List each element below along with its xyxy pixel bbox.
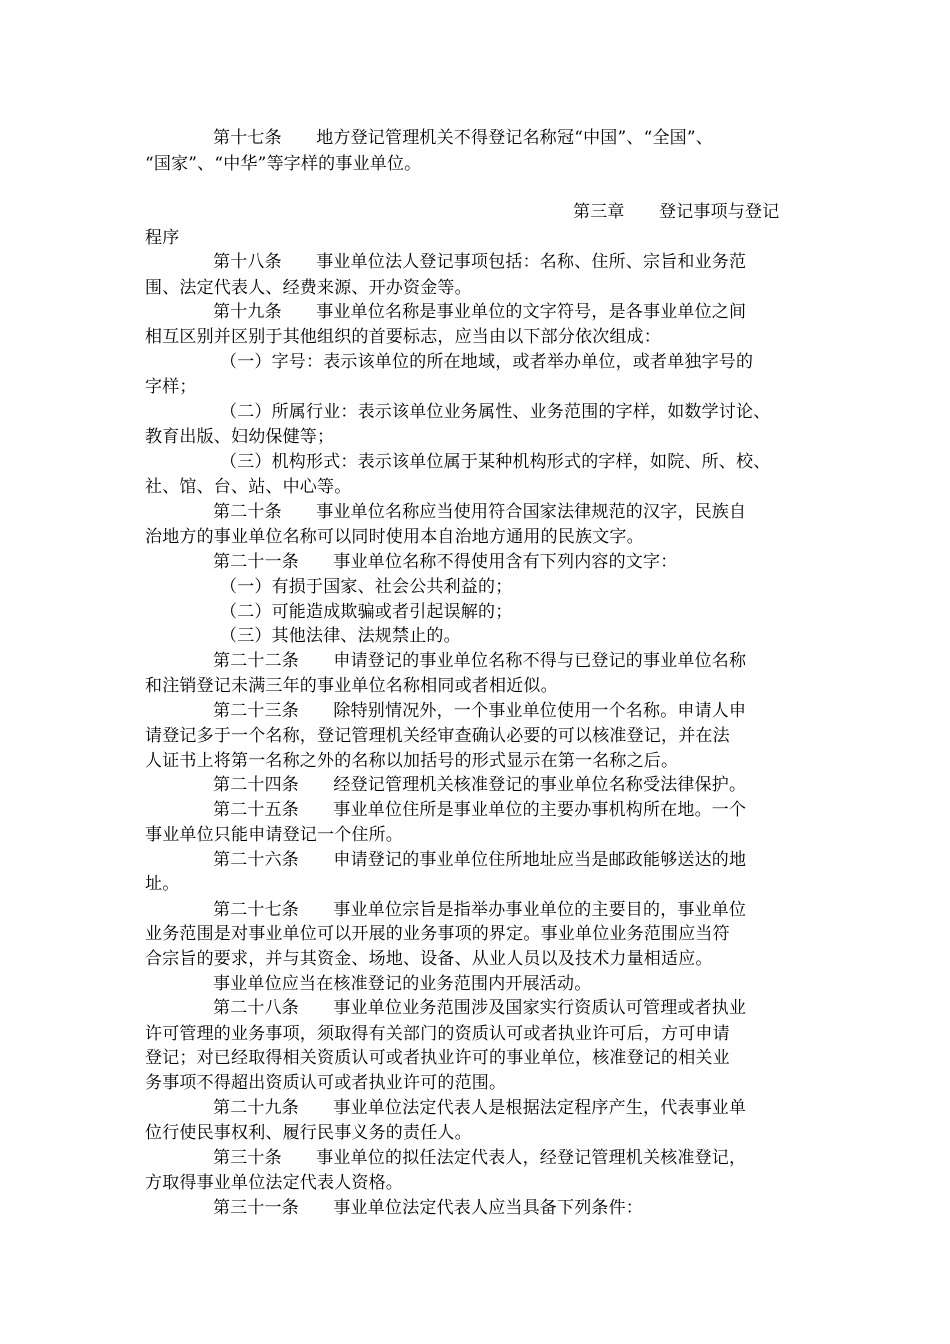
text-line: 社、馆、台、站、中心等。 (145, 477, 352, 497)
text-line: 第十八条 事业单位法人登记事项包括：名称、住所、宗旨和业务范 (213, 252, 747, 272)
text-line: 位行使民事权利、履行民事义务的责任人。 (145, 1123, 472, 1143)
text-line: 第三十一条 事业单位法定代表人应当具备下列条件： (213, 1198, 643, 1218)
text-line: 人证书上将第一名称之外的名称以加括号的形式显示在第一名称之后。 (145, 751, 679, 771)
text-line: （二）可能造成欺骗或者引起误解的； (220, 602, 513, 622)
text-line: 第二十二条 申请登记的事业单位名称不得与已登记的事业单位名称 (213, 651, 747, 671)
text-line: 第二十五条 事业单位住所是事业单位的主要办事机构所在地。一个 (213, 800, 747, 820)
text-line: 事业单位应当在核准登记的业务范围内开展活动。 (213, 974, 592, 994)
text-line: 第三十条 事业单位的拟任法定代表人，经登记管理机关核准登记， (213, 1148, 747, 1168)
text-line: 教育出版、妇幼保健等； (145, 427, 335, 447)
text-line: （一）字号：表示该单位的所在地域，或者举办单位，或者单独字号的 (220, 352, 754, 372)
text-line: 第二十六条 申请登记的事业单位住所地址应当是邮政能够送达的地 (213, 850, 747, 870)
text-line: 许可管理的业务事项，须取得有关部门的资质认可或者执业许可后，方可申请 (145, 1024, 730, 1044)
text-line: 务事项不得超出资质认可或者执业许可的范围。 (145, 1073, 507, 1093)
text-line: （一）有损于国家、社会公共利益的； (220, 577, 513, 597)
text-line: 第十九条 事业单位名称是事业单位的文字符号，是各事业单位之间 (213, 302, 747, 322)
text-line: 业务范围是对事业单位可以开展的业务事项的界定。事业单位业务范围应当符 (145, 924, 730, 944)
text-line: 登记；对已经取得相关资质认可或者执业许可的事业单位，核准登记的相关业 (145, 1048, 730, 1068)
text-line: 字样； (145, 377, 197, 397)
text-line: 相互区别并区别于其他组织的首要标志，应当由以下部分依次组成： (145, 327, 661, 347)
text-line: 第二十条 事业单位名称应当使用符合国家法律规范的汉字，民族自 (213, 502, 747, 522)
text-line: 址。 (145, 874, 180, 894)
text-line: 第二十一条 事业单位名称不得使用含有下列内容的文字： (213, 552, 678, 572)
text-line: 围、法定代表人、经费来源、开办资金等。 (145, 278, 472, 298)
text-line: 第三章 登记事项与登记 (573, 202, 780, 222)
text-line: 方取得事业单位法定代表人资格。 (145, 1173, 403, 1193)
text-line: （二）所属行业：表示该单位业务属性、业务范围的字样，如数学讨论、 (220, 402, 771, 422)
text-line: 请登记多于一个名称，登记管理机关经审查确认必要的可以核准登记，并在法 (145, 726, 730, 746)
text-line: 和注销登记未满三年的事业单位名称相同或者相近似。 (145, 676, 558, 696)
text-line: 程序 (145, 228, 180, 248)
text-line: 第二十九条 事业单位法定代表人是根据法定程序产生，代表事业单 (213, 1098, 747, 1118)
text-line: 第二十七条 事业单位宗旨是指举办事业单位的主要目的，事业单位 (213, 900, 747, 920)
text-line: 第二十四条 经登记管理机关核准登记的事业单位名称受法律保护。 (213, 775, 747, 795)
text-line: 第二十三条 除特别情况外，一个事业单位使用一个名称。申请人申 (213, 701, 747, 721)
text-line: “国家”、“中华”等字样的事业单位。 (145, 154, 422, 174)
text-line: 第二十八条 事业单位业务范围涉及国家实行资质认可管理或者执业 (213, 998, 747, 1018)
text-line: （三）其他法律、法规禁止的。 (220, 626, 461, 646)
text-line: 第十七条 地方登记管理机关不得登记名称冠“中国”、“全国”、 (213, 128, 713, 148)
text-line: 合宗旨的要求，并与其资金、场地、设备、从业人员以及技术力量相适应。 (145, 949, 713, 969)
text-line: 事业单位只能申请登记一个住所。 (145, 825, 403, 845)
text-line: （三）机构形式：表示该单位属于某种机构形式的字样，如院、所、校、 (220, 452, 771, 472)
text-line: 治地方的事业单位名称可以同时使用本自治地方通用的民族文字。 (145, 527, 644, 547)
